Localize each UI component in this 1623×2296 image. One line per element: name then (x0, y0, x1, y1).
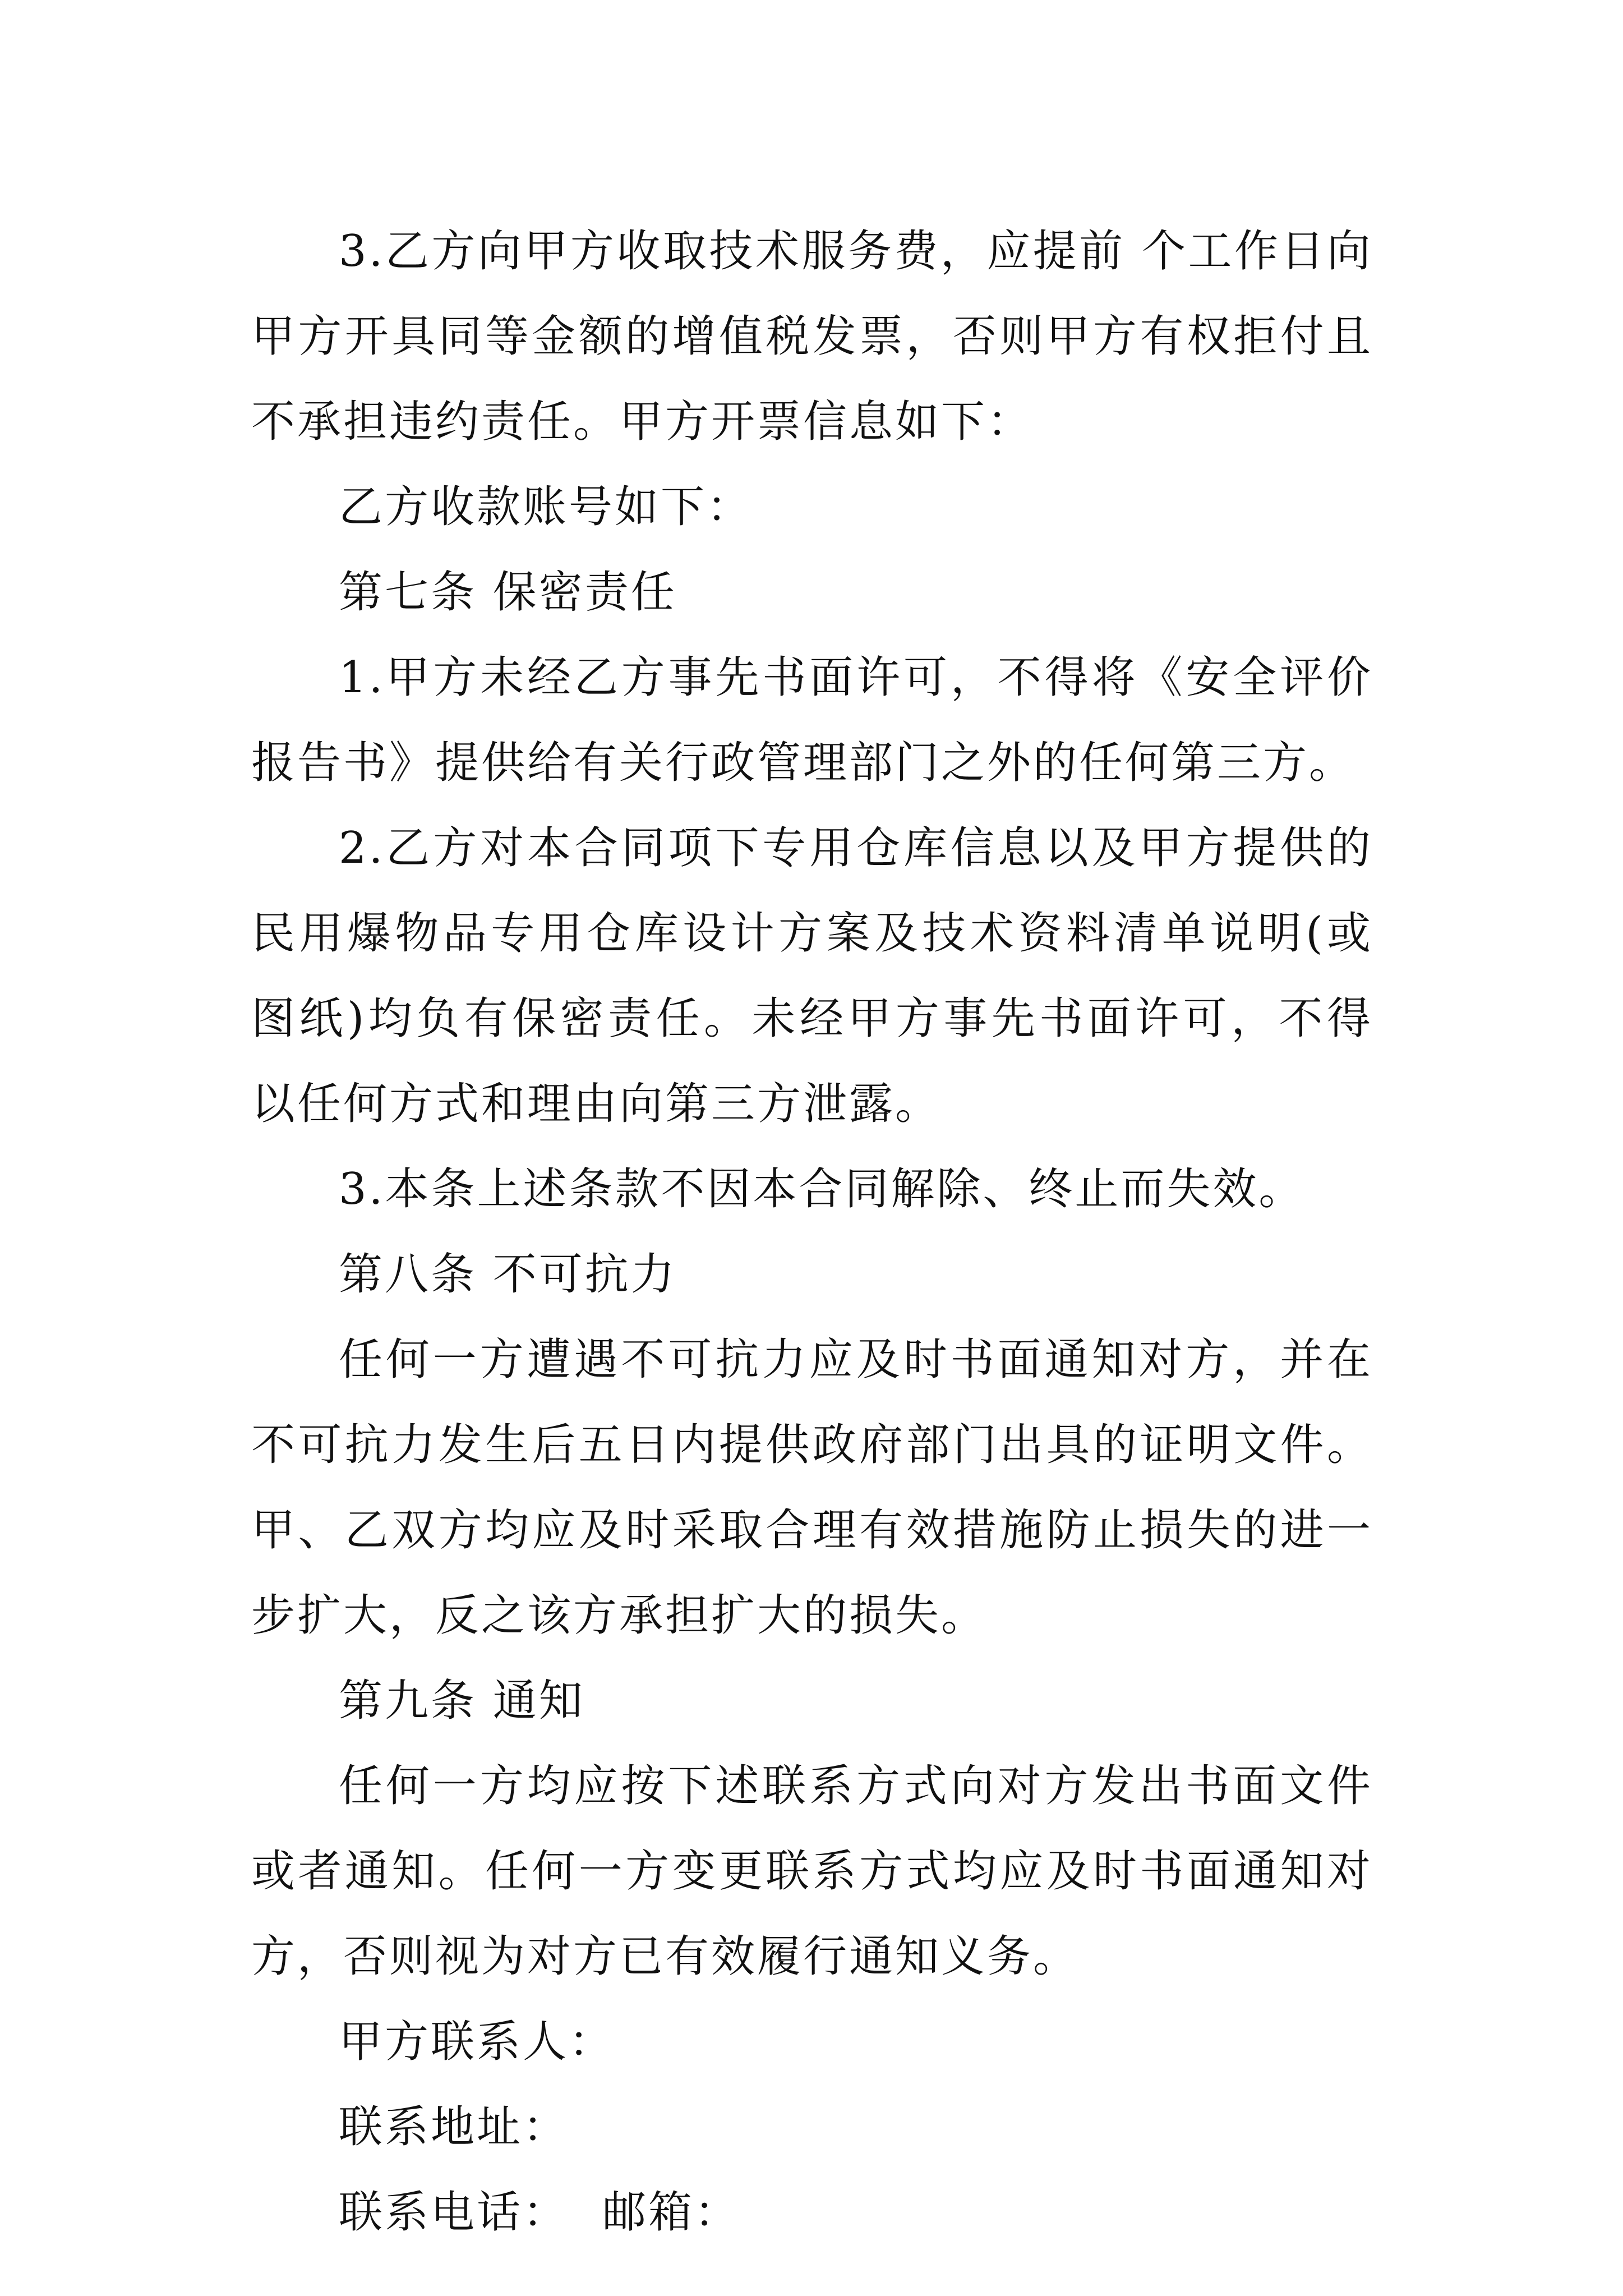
paragraph-confidentiality-2: 2.乙方对本合同项下专用仓库信息以及甲方提供的民用爆物品专用仓库设计方案及技术资料清单说明(或图纸)均负有保密责任。未经甲方事先书面许可，不得以任何方式和理由向第三方泄露。 (251, 823, 1373, 1129)
field-party-a-contact: 甲方联系人： (339, 2017, 615, 2067)
document-body (251, 209, 1373, 2255)
section-heading-confidentiality: 第七条 保密责任 (339, 567, 677, 618)
paragraph-confidentiality-1: 1.甲方未经乙方事先书面许可，不得将《安全评价报告书》提供给有关行政管理部门之外的任何第三方。 (251, 652, 1373, 788)
field-contact-phone: 联系电话： (339, 2187, 569, 2238)
paragraph-invoice-terms: 3.乙方向甲方收取技术服务费，应提前 个工作日向甲方开具同等金额的增值税发票，否则甲方有权拒付且不承担违约责任。甲方开票信息如下： (251, 226, 1373, 447)
paragraph-force-majeure: 任何一方遭遇不可抗力应及时书面通知对方，并在不可抗力发生后五日内提供政府部门出具的证明文件。甲、乙双方均应及时采取合理有效措施防止损失的进一步扩大，反之该方承担扩大的损失。 (251, 1335, 1373, 1641)
paragraph-notice: 任何一方均应按下述联系方式向对方发出书面文件或者通知。任何一方变更联系方式均应及时书面通知对方，否则视为对方已有效履行通知义务。 (251, 1761, 1373, 1982)
paragraph-confidentiality-3: 3.本条上述条款不因本合同解除、终止而失效。 (339, 1164, 1305, 1214)
section-heading-notice: 第九条 通知 (339, 1676, 585, 1726)
field-party-b-account: 乙方收款账号如下： (339, 482, 753, 532)
contact-line (251, 2170, 1373, 2255)
section-heading-force-majeure: 第八条 不可抗力 (339, 1249, 677, 1300)
field-email: 邮箱： (602, 2187, 741, 2238)
field-contact-address: 联系地址： (339, 2102, 569, 2152)
